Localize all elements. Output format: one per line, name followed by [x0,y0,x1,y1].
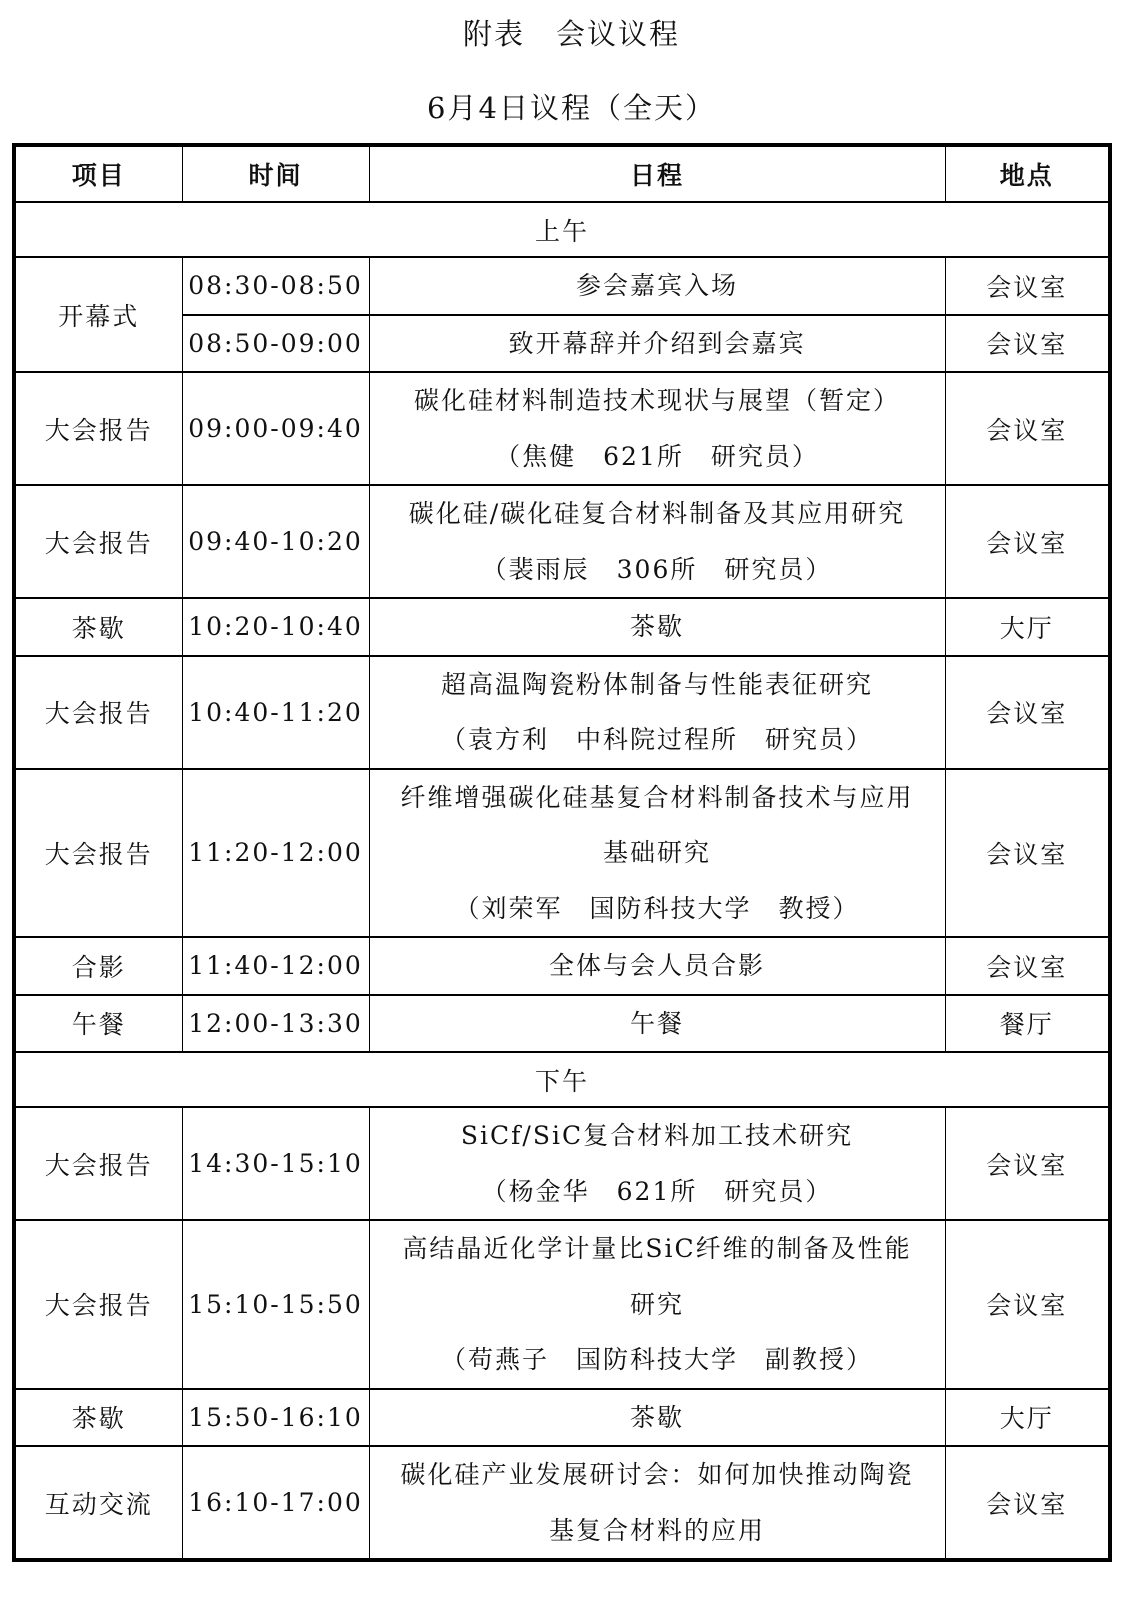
header-schedule: 日程 [369,145,945,202]
schedule-line: 致开幕辞并介绍到会嘉宾 [508,328,806,358]
cell-place: 会议室 [945,485,1110,598]
schedule-line: 碳化硅材料制造技术现状与展望（暂定） [413,386,900,415]
cell-item: 大会报告 [14,485,182,598]
cell-schedule [369,1446,945,1560]
table-row [14,485,1110,598]
cell-time: 12:00-13:30 [182,995,369,1053]
cell-time: 16:10-17:00 [182,1446,369,1560]
cell-place: 会议室 [945,1107,1110,1220]
section-label: 上午 [14,202,1110,257]
cell-schedule [369,995,945,1053]
document-subtitle: 6月4日议程（全天） [427,91,716,125]
schedule-line: 超高温陶瓷粉体制备与性能表征研究 [440,669,873,699]
cell-item: 大会报告 [14,1220,182,1389]
table-header-row [14,145,1110,202]
schedule-line: 碳化硅产业发展研讨会：如何加快推动陶瓷 [400,1460,914,1489]
cell-item: 合影 [14,937,182,995]
cell-time: 11:40-12:00 [182,937,369,995]
cell-time: 09:40-10:20 [182,485,369,598]
cell-item: 午餐 [14,995,182,1053]
cell-time: 14:30-15:10 [182,1107,369,1220]
cell-time: 09:00-09:40 [182,372,369,485]
cell-schedule [369,656,945,769]
document-title: 附表 会议议程 [462,17,680,51]
cell-place: 大厅 [945,598,1110,656]
table-row [14,1220,1110,1389]
cell-schedule [369,937,945,995]
table-row [14,372,1110,485]
cell-item: 大会报告 [14,769,182,938]
schedule-line: 高结晶近化学计量比SiC纤维的制备及性能 [402,1234,912,1263]
schedule-line: （苟燕子 国防科技大学 副教授） [440,1345,873,1374]
header-place: 地点 [945,145,1110,202]
cell-place: 会议室 [945,315,1110,373]
cell-place: 会议室 [945,257,1110,315]
cell-place: 会议室 [945,656,1110,769]
cell-place: 餐厅 [945,995,1110,1053]
cell-place: 会议室 [945,1446,1110,1560]
header-item: 项目 [14,145,182,202]
table-row [14,257,1110,315]
cell-item: 大会报告 [14,656,182,769]
cell-item: 大会报告 [14,1107,182,1220]
schedule-line: 茶歇 [629,1402,684,1432]
cell-place: 大厅 [945,1389,1110,1447]
cell-place: 会议室 [945,1220,1110,1389]
section-row [14,1052,1110,1107]
schedule-line: 基复合材料的应用 [548,1515,765,1545]
schedule-line: 午餐 [629,1008,684,1038]
schedule-line: 纤维增强碳化硅基复合材料制备技术与应用 [400,782,914,812]
schedule-line: 茶歇 [629,612,684,641]
schedule-line: 碳化硅/碳化硅复合材料制备及其应用研究 [408,499,906,528]
cell-time: 10:40-11:20 [182,656,369,769]
cell-place: 会议室 [945,372,1110,485]
cell-item: 茶歇 [14,1389,182,1447]
cell-place: 会议室 [945,769,1110,938]
schedule-line: 全体与会人员合影 [548,951,765,980]
section-row [14,202,1110,257]
cell-schedule [369,1389,945,1447]
cell-item: 茶歇 [14,598,182,656]
table-row [14,1446,1110,1560]
cell-time: 08:50-09:00 [182,315,369,373]
table-row [14,769,1110,938]
table-row [14,656,1110,769]
table-row [14,995,1110,1053]
header-time: 时间 [182,145,369,202]
cell-time: 11:20-12:00 [182,769,369,938]
cell-time: 15:50-16:10 [182,1389,369,1447]
cell-schedule [369,372,945,485]
table-row [14,937,1110,995]
cell-schedule [369,485,945,598]
cell-place: 会议室 [945,937,1110,995]
section-label: 下午 [14,1052,1110,1107]
schedule-line: 研究 [629,1289,684,1319]
schedule-line: （袁方利 中科院过程所 研究员） [440,725,873,754]
cell-schedule [369,1220,945,1389]
cell-schedule [369,315,945,373]
schedule-line: （焦健 621所 研究员） [495,441,819,471]
schedule-line: 基础研究 [602,838,711,867]
table-row [14,598,1110,656]
cell-item: 开幕式 [14,257,182,372]
schedule-line: （杨金华 621所 研究员） [481,1176,833,1206]
schedule-line: SiCf/SiC复合材料加工技术研究 [460,1121,854,1150]
cell-time: 10:20-10:40 [182,598,369,656]
cell-item: 互动交流 [14,1446,182,1560]
agenda-table [12,143,1112,1562]
table-row [14,1107,1110,1220]
cell-time: 15:10-15:50 [182,1220,369,1389]
cell-schedule [369,769,945,938]
cell-schedule [369,598,945,656]
table-row [14,1389,1110,1447]
schedule-line: （刘荣军 国防科技大学 教授） [454,893,860,923]
schedule-line: 参会嘉宾入场 [575,271,738,300]
schedule-line: （裴雨辰 306所 研究员） [481,554,833,584]
cell-item: 大会报告 [14,372,182,485]
cell-schedule [369,1107,945,1220]
cell-time: 08:30-08:50 [182,257,369,315]
cell-schedule [369,257,945,315]
